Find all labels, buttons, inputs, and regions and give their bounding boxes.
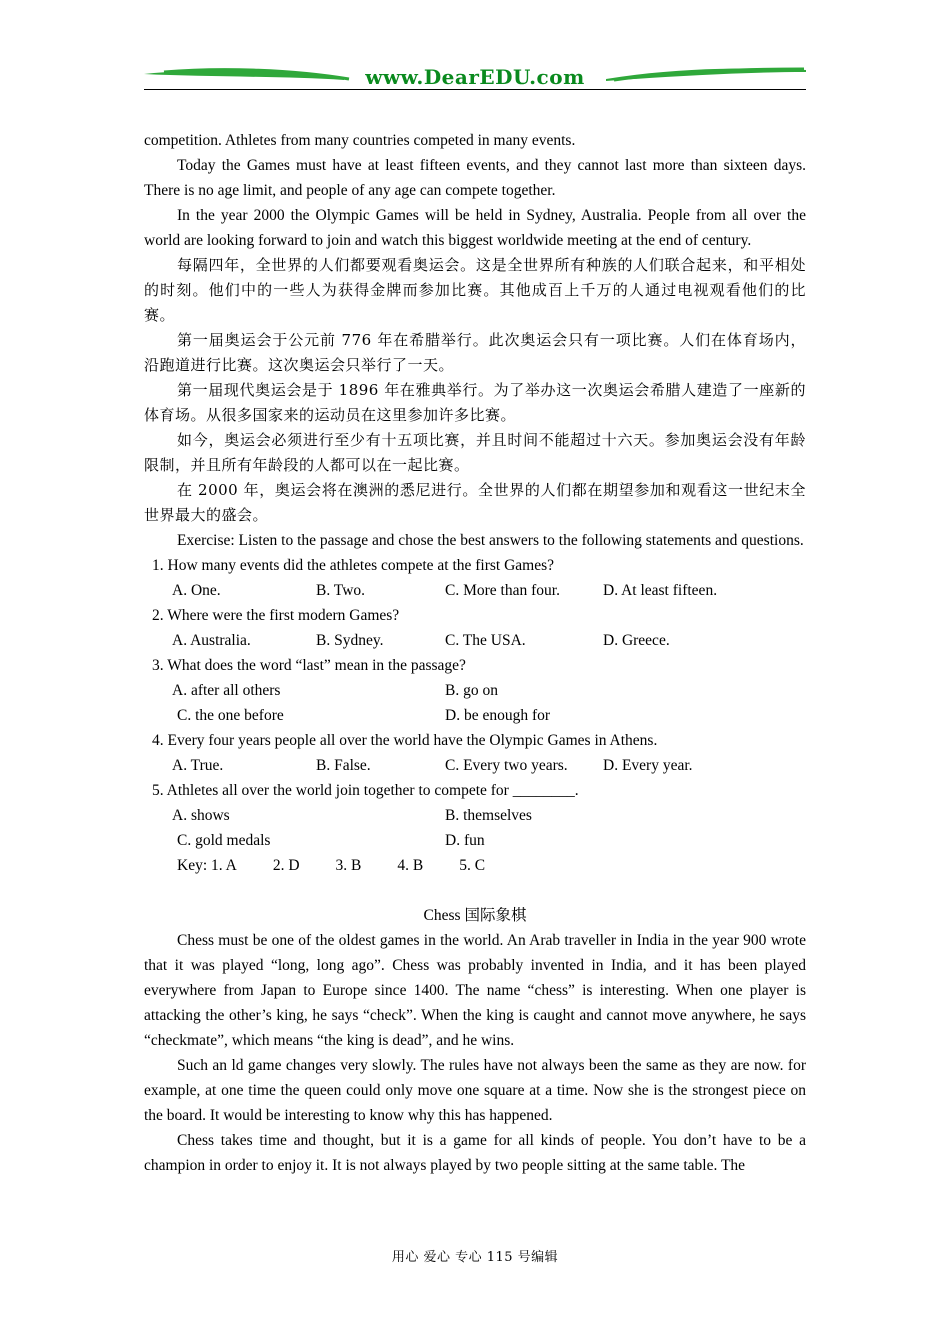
- options-row: [172, 803, 806, 828]
- options-row: [172, 578, 806, 603]
- paragraph-zh: 第一届奥运会于公元前 776 年在希腊举行。此次奥运会只有一项比赛。人们在体育场内，沿跑道进行比赛。这次奥运会只举行了一天。: [144, 331, 806, 374]
- key-item: Key: 1. A: [177, 857, 237, 874]
- key-item: 4. B: [397, 857, 424, 874]
- option: A. True.: [172, 757, 224, 774]
- option: D. Greece.: [603, 632, 670, 649]
- option: A. shows: [172, 807, 230, 824]
- option: A. after all others: [172, 682, 281, 699]
- question: 3. What does the word “last” mean in the passage?: [152, 657, 466, 674]
- option: D. be enough for: [445, 707, 551, 724]
- page-header: [144, 64, 806, 92]
- option: A. Australia.: [172, 632, 251, 649]
- paragraph-zh: 在 2000 年，奥运会将在澳洲的悉尼进行。全世界的人们都在期望参加和观看这一世纪末全世界最大的盛会。: [144, 481, 806, 524]
- key-item: 3. B: [335, 857, 362, 874]
- option: B. go on: [445, 682, 498, 699]
- option: C. the one before: [177, 707, 284, 724]
- option: B. themselves: [445, 807, 532, 824]
- option: C. Every two years.: [445, 757, 568, 774]
- option: D. At least fifteen.: [603, 582, 718, 599]
- option: D. fun: [445, 832, 485, 849]
- question: 4. Every four years people all over the world have the Olympic Games in Athens.: [152, 732, 658, 749]
- option: A. One.: [172, 582, 221, 599]
- key-item: 5. C: [459, 857, 486, 874]
- section-title: Chess 国际象棋: [423, 907, 527, 924]
- paragraph-zh: 如今，奥运会必须进行至少有十五项比赛，并且时间不能超过十六天。参加奥运会没有年龄限制，并且所有年龄段的人都可以在一起比赛。: [144, 431, 806, 474]
- option: B. False.: [316, 757, 371, 774]
- site-logo: www.DearEDU.com: [365, 65, 585, 89]
- options-row: [172, 828, 806, 853]
- question: 5. Athletes all over the world join together to compete for ________.: [152, 782, 579, 799]
- header-rule: [144, 89, 806, 90]
- options-row: [172, 753, 806, 778]
- option: D. Every year.: [603, 757, 693, 774]
- paragraph: Chess takes time and thought, but it is a game for all kinds of people. You don’t have to be a champion in order to enjoy it. It is not always played by two people sitting at the same table. The: [144, 1132, 806, 1174]
- option: B. Two.: [316, 582, 366, 599]
- options-row: [172, 628, 806, 653]
- options-row: [172, 703, 806, 728]
- option: C. gold medals: [177, 832, 271, 849]
- option: B. Sydney.: [316, 632, 384, 649]
- paragraph: Today the Games must have at least fifteen events, and they cannot last more than sixteen days. There is no age limit, and people of any age can compete together.: [144, 157, 806, 199]
- document-body: [144, 128, 806, 1178]
- paragraph: Such an ld game changes very slowly. The rules have not always been the same as they are now. for example, at one time the queen could only move one square at a time. Now she is the strongest piece on the board. It would be interesting to know why this has happened.: [144, 1057, 806, 1124]
- page-footer: 用心 爱心 专心 115 号编辑: [391, 1250, 559, 1265]
- paragraph: In the year 2000 the Olympic Games will be held in Sydney, Australia. People from all over the world are looking forward to join and watch this biggest worldwide meeting at the end of century.: [144, 207, 806, 249]
- key-item: 2. D: [272, 857, 300, 874]
- question: 1. How many events did the athletes compete at the first Games?: [152, 557, 555, 574]
- question: 2. Where were the first modern Games?: [152, 607, 400, 624]
- option: C. More than four.: [445, 582, 560, 599]
- option: C. The USA.: [445, 632, 526, 649]
- paragraph-zh: 第一届现代奥运会是于 1896 年在雅典举行。为了举办这一次奥运会希腊人建造了一座新的体育场。从很多国家来的运动员在这里参加许多比赛。: [144, 381, 806, 424]
- paragraph: Chess must be one of the oldest games in the world. An Arab traveller in India in the year 900 wrote that it was played “long, long ago”. Chess was probably invented in India, and it has been played everywhere from Japan to Europe since 1400. The name “chess” is interesting. When one player is attacking the other’s king, he says “check”. When the king is caught and cannot move anywhere, he says “checkmate”, which means “the king is dead”, and he wins.: [144, 932, 806, 1049]
- paragraph-zh: 每隔四年，全世界的人们都要观看奥运会。这是全世界所有种族的人们联合起来，和平相处的时刻。他们中的一些人为获得金牌而参加比赛。其他成百上千万的人通过电视观看他们的比赛。: [144, 256, 806, 324]
- exercise-instruction: Exercise: Listen to the passage and chose the best answers to the following statements and questions.: [177, 532, 804, 549]
- paragraph: competition. Athletes from many countries competed in many events.: [144, 132, 576, 149]
- options-row: [172, 678, 806, 703]
- answer-key: [177, 853, 806, 878]
